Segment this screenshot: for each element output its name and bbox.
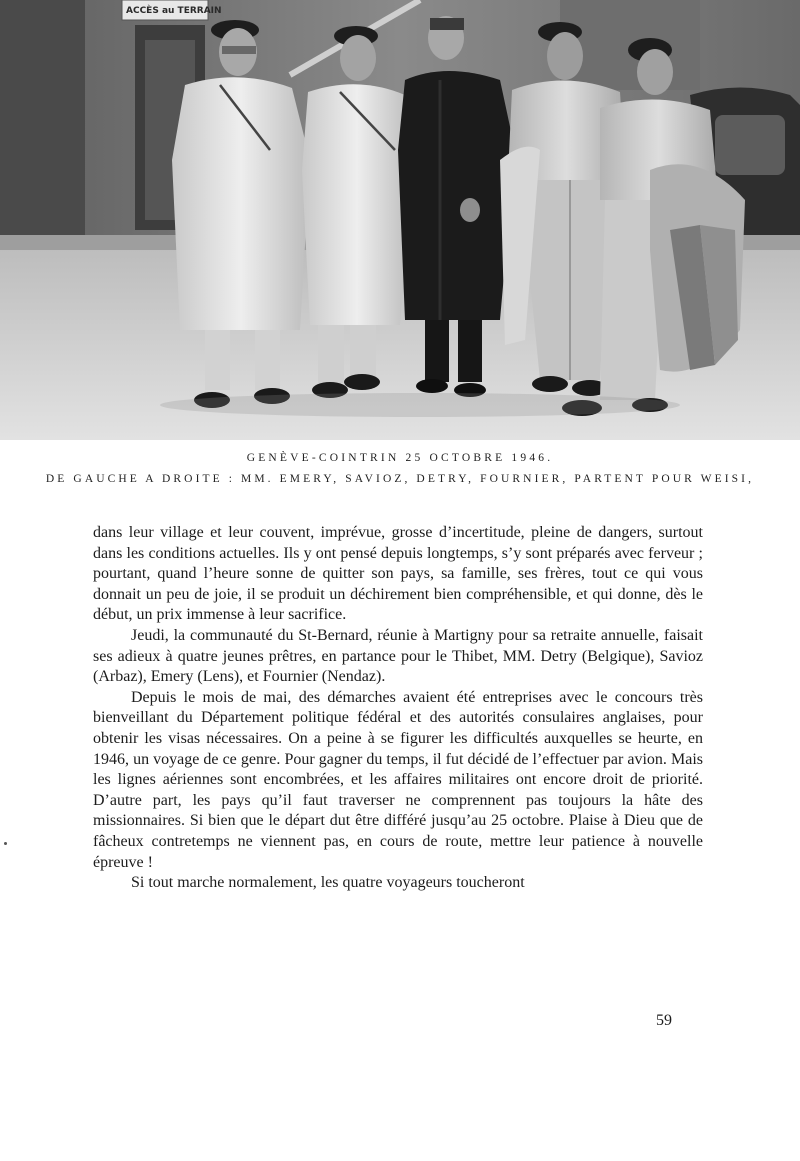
sign-text: ACCÈS au TERRAIN [126, 6, 222, 16]
page-number: 59 [656, 1012, 672, 1029]
building-left-wall [0, 0, 85, 245]
article-body [93, 523, 703, 894]
paragraph-1: dans leur village et leur couvent, imprévue, grosse d’incertitude, pleine de dangers, surtout dans les conditions actuelles. Ils y ont pensé depuis longtemps, s’y sont préparés avec ferveur ; pourtant, quand l’heure sonne de quitter son pays, sa famille, ses frères, tout ce qui vous donnait un peu de joie, il se produit un déchirement bien compréhensible, et qui donne, dès le début, un prix immense à leur sacrifice. [93, 524, 703, 624]
photograph [0, 0, 800, 440]
paragraph-4: Si tout marche normalement, les quatre voyageurs toucheront [131, 874, 525, 892]
photo-drawing [0, 0, 800, 440]
window-area [560, 0, 700, 90]
photo-caption-line-2: DE GAUCHE A DROITE : MM. EMERY, SAVIOZ, DETRY, FOURNIER, PARTENT POUR WEISI, [45, 473, 755, 485]
paragraph-3: Depuis le mois de mai, des démarches avaient été entreprises avec le concours très bienveillant du Département politique fédéral et des autorités consulaires anglaises, pour obtenir les visas nécessaires. On a peine à se figurer les difficultés auxquelles se heurte, en 1946, un voyage de ce genre. Pour gagner du temps, il fut décidé de l’effectuer par avion. Mais les lignes aériennes sont encombrées, et les affaires militaires ont encore droit de priorité. D’autre part, les pays qu’il faut traverser ne comprennent pas toujours la hâte des missionnaires. Si bien que le départ dut être différé jusqu’au 25 octobre. Plaise à Dieu que de fâcheux contretemps ne viennent pas, en cours de route, mettre leur patience à nouvelle épreuve ! [93, 688, 703, 871]
margin-speck [4, 842, 7, 845]
paragraph-2: Jeudi, la communauté du St-Bernard, réunie à Martigny pour sa retraite annuelle, faisait ses adieux à quatre jeunes prêtres, en partance pour le Thibet, MM. Detry (Belgique), Savioz (Arbaz), Emery (Lens), et Fournier (Nendaz). [93, 626, 703, 686]
car-window [715, 115, 785, 175]
photo-caption-line-1: GENÈVE-COINTRIN 25 OCTOBRE 1946. [246, 452, 554, 464]
